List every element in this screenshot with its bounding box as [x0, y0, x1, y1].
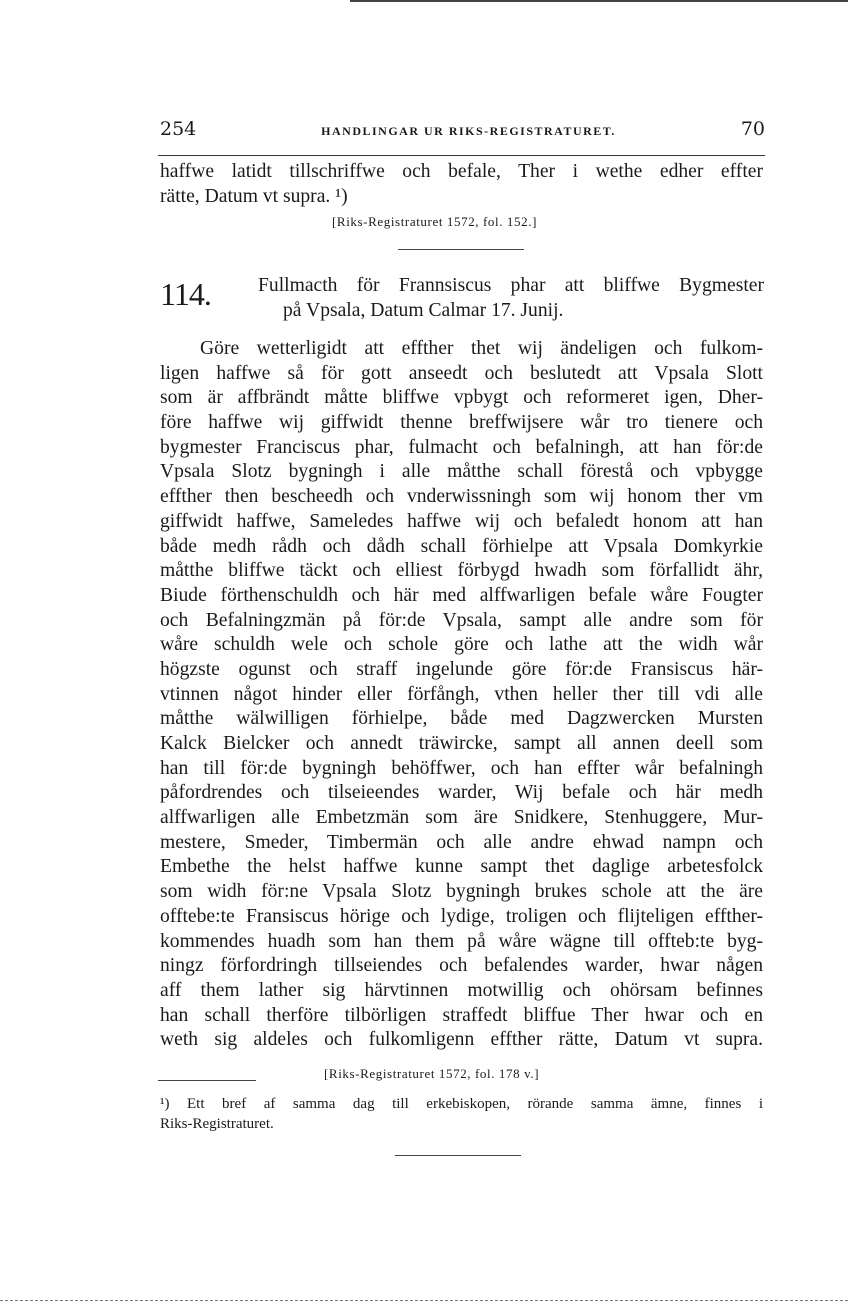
- body-paragraph: [160, 337, 763, 1053]
- body-line: han till för:de bygningh behöffwer, och han effter wår befalningh: [160, 757, 763, 779]
- body-line: måtthe bliffwe täckt och elliest förbygd hwadh som förfallidt ähr,: [160, 560, 763, 582]
- body-line: offtebe:te Fransiscus hörige och lydige, troligen och flijteligen effther-: [160, 905, 763, 927]
- footnote-line: ¹) Ett bref af samma dag till erkebiskopen, rörande samma ämne, finnes i: [160, 1096, 763, 1112]
- body-line: ligen haffwe så för gott anseedt och beslutedt att Vpsala Slott: [160, 362, 763, 384]
- body-line: wåre schuldh wele och schole göre och lathe att the widh wår: [160, 634, 763, 656]
- footnote: [160, 1094, 763, 1134]
- body-line: högzste ogunst och straff ingelunde göre för:de Fransiscus här-: [160, 658, 763, 680]
- document-number: 114.: [160, 276, 211, 312]
- header-rule: [158, 155, 765, 156]
- body-line: Göre wetterligidt att effther thet wij ändeligen och fulkom-: [200, 338, 763, 359]
- body-line: han schall therföre tilbörligen straffedt bliffue Ther hwar och en: [160, 1004, 763, 1026]
- body-line: påfordrendes och tilseieendes warder, Wij befale och här medh: [160, 782, 763, 804]
- page-number: 254: [160, 118, 197, 140]
- intro-line: haffwe latidt tillschriffwe och befale, Ther i wethe edher effter: [160, 161, 763, 182]
- body-line: Kalck Bielcker och annedt träwircke, sampt all annen deell som: [160, 733, 763, 754]
- document-title-line: på Vpsala, Datum Calmar 17. Junij.: [283, 300, 564, 321]
- body-line: alffwarligen alle Embetzmän som äre Snidkere, Stenhuggere, Mur-: [160, 807, 763, 829]
- body-line: Vpsala Slotz bygningh i alle måtthe schall förestå och vpbygge: [160, 461, 763, 483]
- body-line: weth sig aldeles och fulkomligenn effther rätte, Datum vt supra.: [160, 1029, 763, 1051]
- intro-line: rätte, Datum vt supra. ¹): [160, 185, 348, 207]
- body-line: Embethe the helst haffwe kunne sampt thet daglige arbetesfolck: [160, 856, 763, 878]
- source-reference-2: [Riks-Registraturet 1572, fol. 178 v.]: [324, 1066, 540, 1081]
- end-rule: [395, 1155, 521, 1156]
- top-edge-rule: [350, 0, 848, 2]
- document-title: [258, 273, 764, 323]
- footnote-rule: [158, 1080, 256, 1081]
- footnote-line: Riks-Registraturet.: [160, 1116, 274, 1132]
- body-line: som är affbrändt måtte bliffwe vpbygt och reformeret igen, Dher-: [160, 387, 763, 409]
- page-header: [160, 118, 765, 148]
- body-line: före haffwe wij giffwidt thenne breffwijsere wår tro tienere och: [160, 412, 763, 434]
- body-line: vtinnen något hinder eller förfångh, vthen heller ther till vdi alle: [160, 683, 763, 705]
- body-line: både medh rådh och dådh schall förhielpe att Vpsala Domkyrkie: [160, 535, 763, 557]
- body-line: giffwidt haffwe, Sameledes haffwe wij och befaledt honom att han: [160, 510, 763, 532]
- body-line: kommendes huadh som han them på wåre wägne till offteb:te byg-: [160, 930, 763, 952]
- document-title-line: Fullmacth för Frannsiscus phar att bliffwe Bygmester: [258, 275, 764, 296]
- intro-paragraph: [160, 160, 763, 209]
- body-line: ningz förfordringh tillseiendes och befalendes warder, hwar någen: [160, 955, 763, 977]
- body-line: mestere, Smeder, Timbermän och alle andre ehwad nampn och: [160, 831, 763, 853]
- body-line: måtthe wälwilligen förhielpe, både med Dagzwercken Mursten: [160, 708, 763, 730]
- body-line: aff them lather sig härvtinnen motwillig och ohörsam befinnes: [160, 979, 763, 1001]
- body-line: effther then bescheedh och vnderwissningh som wij honom ther vm: [160, 486, 763, 508]
- body-line: som widh för:ne Vpsala Slotz bygningh brukes schole att the äre: [160, 881, 763, 903]
- body-line: Biude förthenschuldh och här med alffwarligen befale wåre Fougter: [160, 584, 763, 606]
- bottom-edge-rule: [0, 1300, 848, 1301]
- running-title: HANDLINGAR UR RIKS-REGISTRATURET.: [321, 124, 616, 138]
- body-line: bygmester Franciscus phar, fulmacht och befalningh, att han för:de: [160, 436, 763, 458]
- body-line: och Befalningzmän på för:de Vpsala, sampt alle andre som för: [160, 609, 763, 631]
- section-number: 70: [740, 118, 765, 140]
- separator-rule: [398, 249, 524, 250]
- source-reference-1: [Riks-Registraturet 1572, fol. 152.]: [332, 214, 538, 229]
